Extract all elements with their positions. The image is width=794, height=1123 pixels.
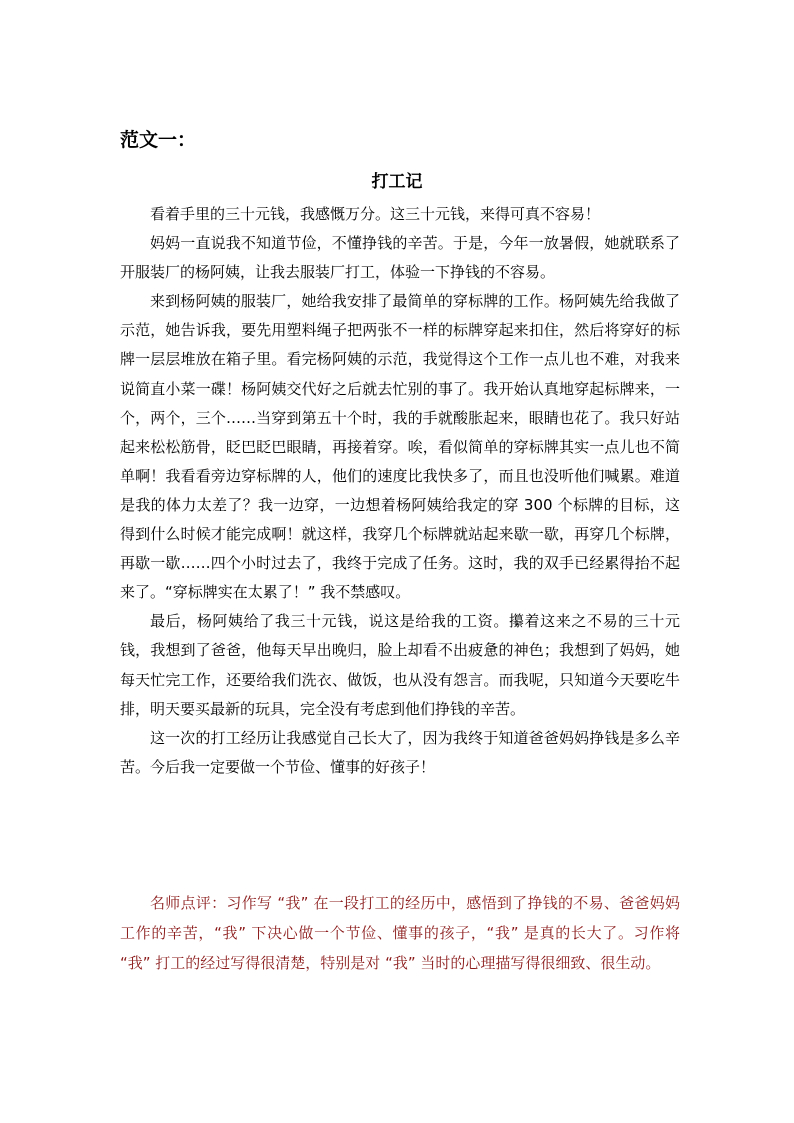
essay-body [120, 200, 680, 782]
teacher-comment [120, 888, 680, 978]
essay-title: 打工记 [371, 172, 423, 192]
paragraph: 最后，杨阿姨给了我三十元钱，说这是给我的工资。攥着这来之不易的三十元钱，我想到了爸爸，他每天早出晚归，脸上却看不出疲惫的神色；我想到了妈妈，她每天忙完工作，还要给我们洗衣、做饭，也从没有怨言。而我呢，只知道今天要吃牛排，明天要买最新的玩具，完全没有考虑到他们挣钱的辛苦。 [120, 612, 680, 718]
comment-text: 名师点评：习作写 “我” 在一段打工的经历中，感悟到了挣钱的不易、爸爸妈妈工作的辛苦，“我” 下决心做一个节俭、懂事的孩子，“我” 是真的长大了。习作将 “我” 打工的经过写得很清楚，特别是对 “我” 当时的心理描写得很细致、很生动。 [120, 894, 680, 972]
paragraph: 妈妈一直说我不知道节俭，不懂挣钱的辛苦。于是，今年一放暑假，她就联系了开服装厂的杨阿姨，让我去服装厂打工，体验一下挣钱的不容易。 [120, 234, 680, 282]
section-heading: 范文一： [120, 129, 197, 151]
paragraph: 看着手里的三十元钱，我感慨万分。这三十元钱，来得可真不容易！ [150, 205, 601, 223]
paragraph: 来到杨阿姨的服装厂，她给我安排了最简单的穿标牌的工作。杨阿姨先给我做了示范，她告诉我，要先用塑料绳子把两张不一样的标牌穿起来扣住，然后将穿好的标牌一层层堆放在箱子里。看完杨阿姨的示范，我觉得这个工作一点儿也不难，对我来说简直小菜一碟！杨阿姨交代好之后就去忙别的事了。我开始认真地穿起标牌来，一个，两个，三个……当穿到第五十个时，我的手就酸胀起来，眼睛也花了。我只好站起来松松筋骨，眨巴眨巴眼睛，再接着穿。唉，看似简单的穿标牌其实一点儿也不简单啊！我看看旁边穿标牌的人，他们的速度比我快多了，而且也没听他们喊累。难道是我的体力太差了？我一边穿，一边想着杨阿姨给我定的穿 300 个标牌的目标，这得到什么时候才能完成啊！就这样，我穿几个标牌就站起来歇一歇，再穿几个标牌，再歇一歇……四个小时过去了，我终于完成了任务。这时，我的双手已经累得抬不起来了。“穿标牌实在太累了！” 我不禁感叹。 [120, 292, 680, 602]
paragraph: 这一次的打工经历让我感觉自己长大了，因为我终于知道爸爸妈妈挣钱是多么辛苦。今后我一定要做一个节俭、懂事的好孩子！ [120, 728, 680, 776]
